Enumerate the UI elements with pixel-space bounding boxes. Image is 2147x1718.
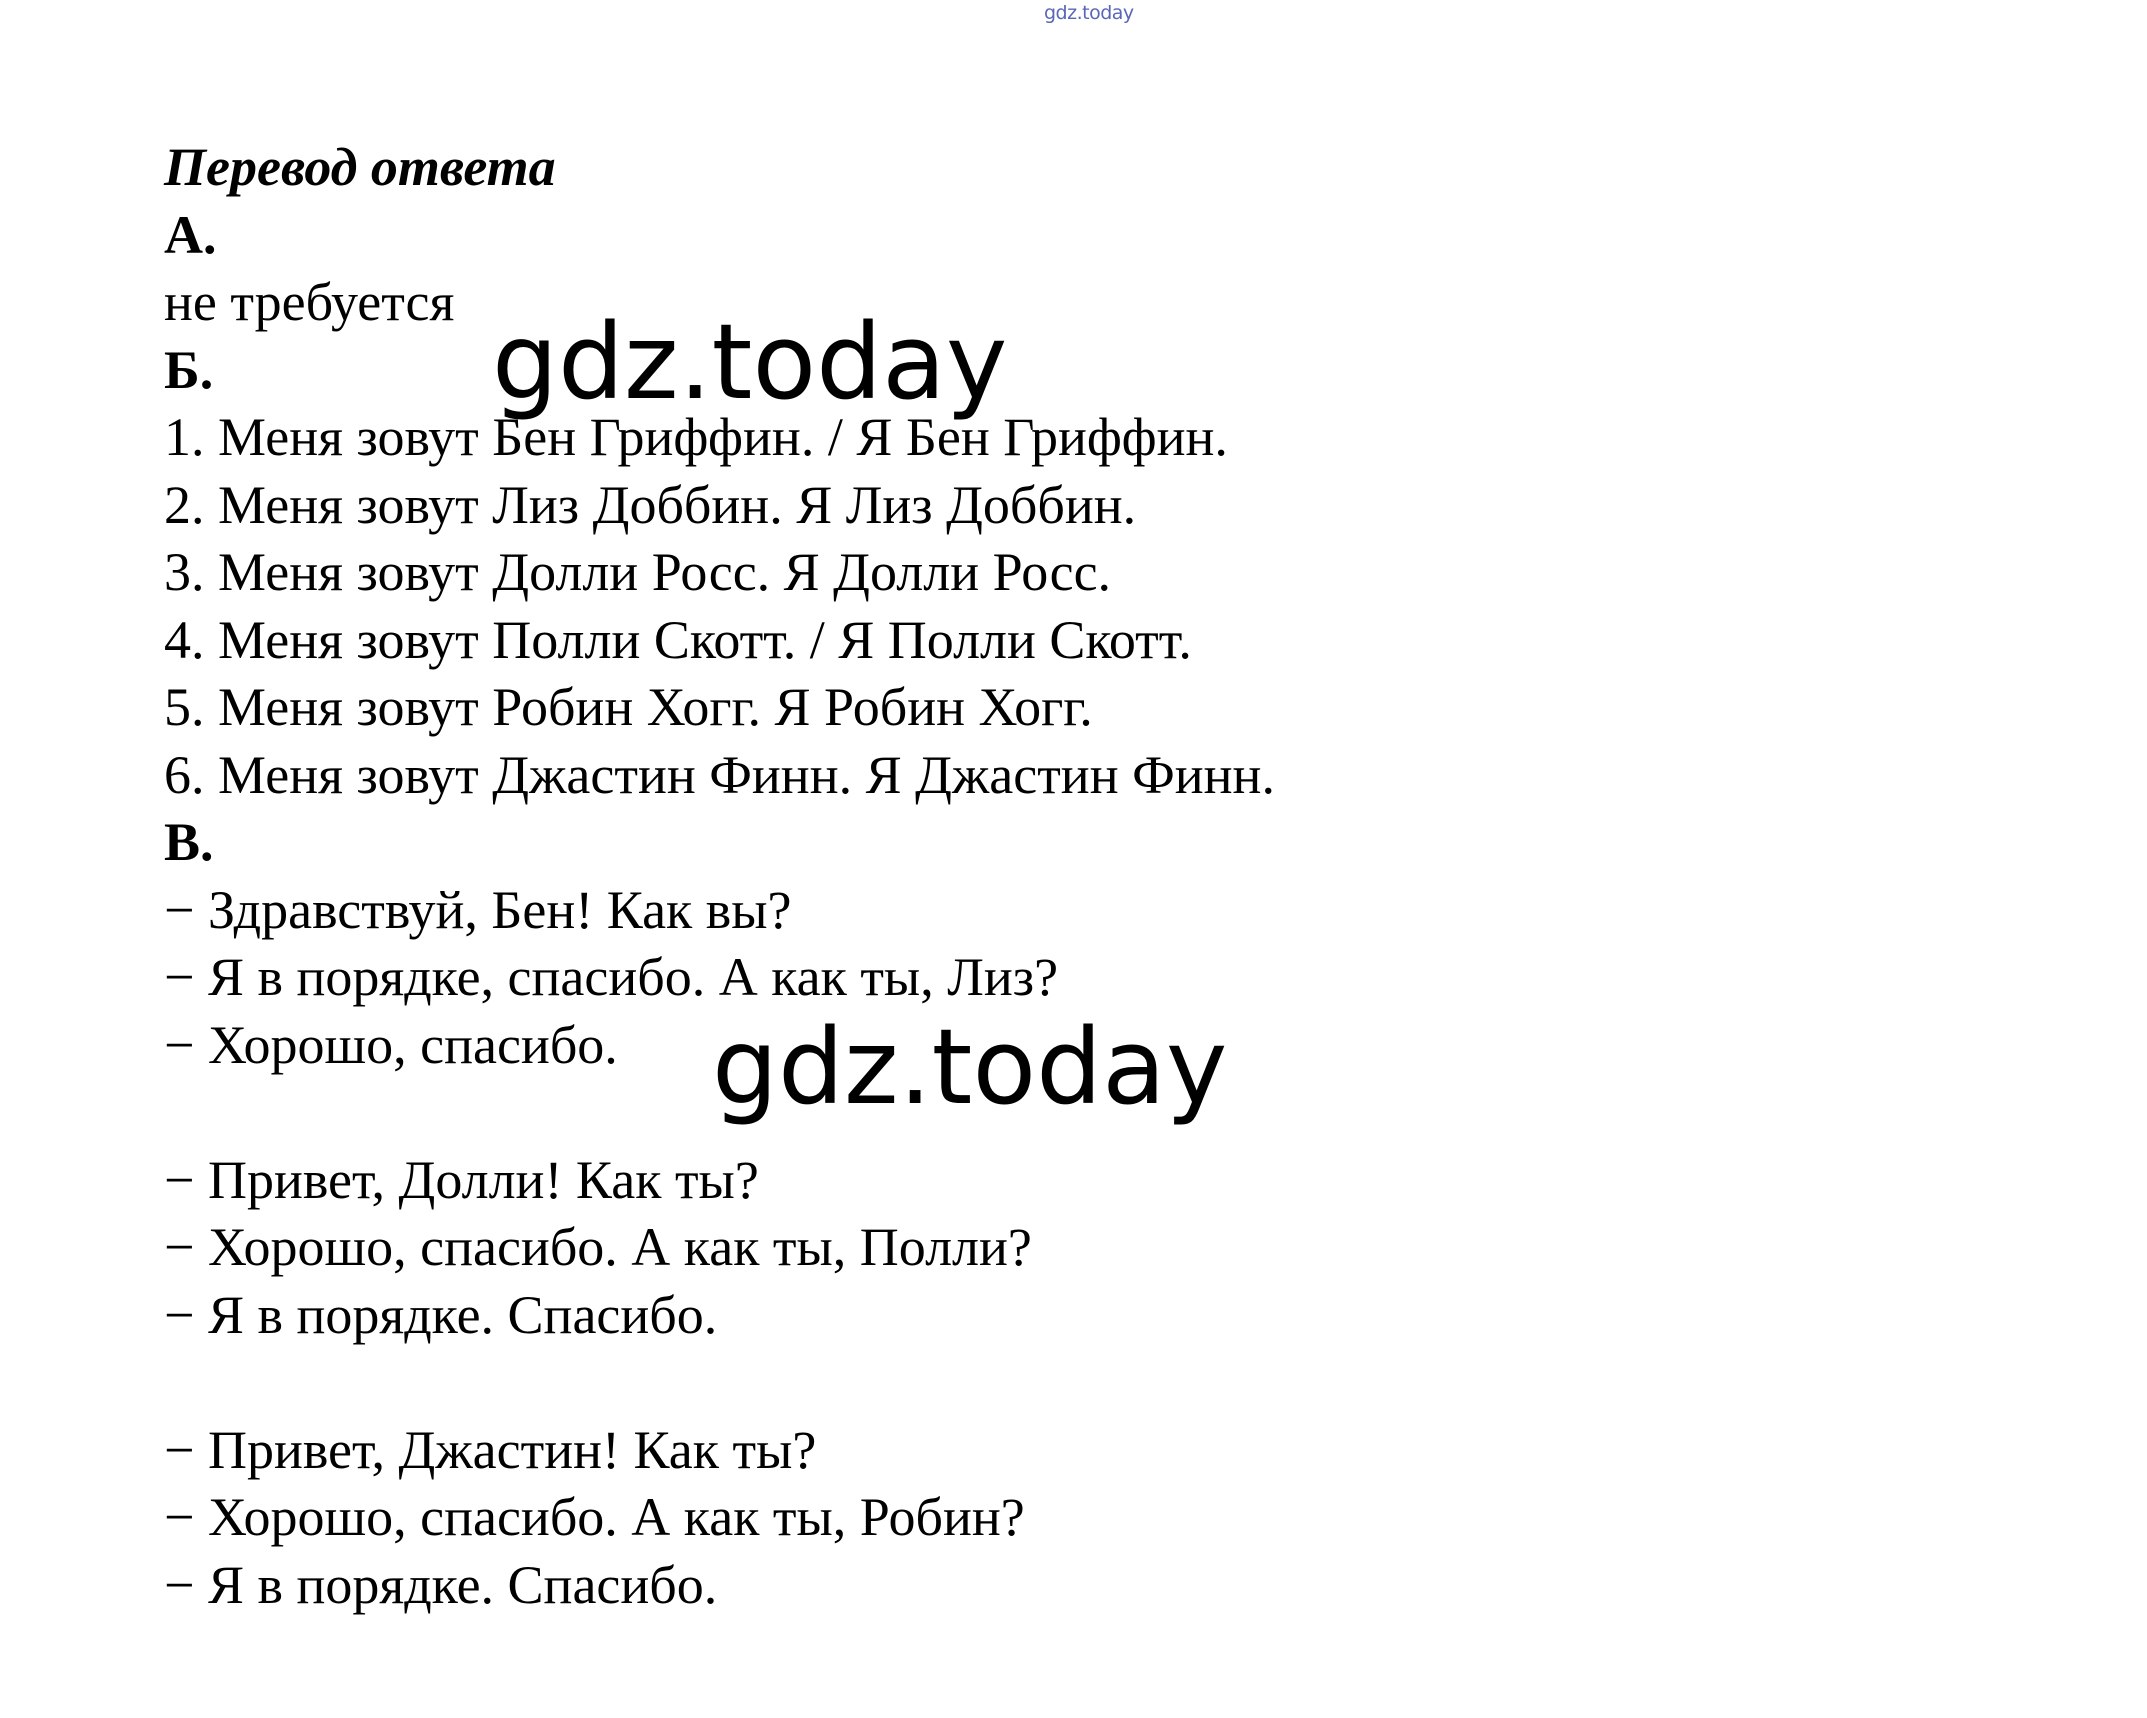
dialogue-1-line-1: − Здравствуй, Бен! Как вы? <box>164 879 792 940</box>
section-b-item-3: 3. Меня зовут Долли Росс. Я Долли Росс. <box>164 542 1112 602</box>
section-b-item-1: 1. Меня зовут Бен Гриффин. / Я Бен Гриффин. <box>164 407 1228 467</box>
dialogue-3-line-3: − Я в порядке. Спасибо. <box>164 1554 718 1615</box>
dialogue-2 <box>164 1147 2064 1350</box>
section-b-label: Б. <box>164 339 214 400</box>
section-a-text: не требуется <box>164 272 455 332</box>
watermark-1: gdz.today <box>492 301 1008 423</box>
section-a-label: А. <box>164 204 217 265</box>
dialogue-3-line-1: − Привет, Джастин! Как ты? <box>164 1419 817 1480</box>
document-title: Перевод ответа <box>164 137 556 197</box>
document-body <box>164 134 2064 1619</box>
section-b-item-2: 2. Меня зовут Лиз Доббин. Я Лиз Доббин. <box>164 474 1137 535</box>
dialogue-3-line-2: − Хорошо, спасибо. А как ты, Робин? <box>164 1487 1025 1547</box>
dialogue-1-line-3: − Хорошо, спасибо. <box>164 1014 618 1075</box>
section-b-item-6: 6. Меня зовут Джастин Финн. Я Джастин Финн. <box>164 744 1275 805</box>
dialogue-1-line-2: − Я в порядке, спасибо. А как ты, Лиз? <box>164 947 1059 1007</box>
section-b-item-5: 5. Меня зовут Робин Хогг. Я Робин Хогг. <box>164 677 1093 737</box>
blank-line <box>164 1349 2064 1417</box>
dialogue-3 <box>164 1417 2064 1620</box>
section-b-item-4: 4. Меня зовут Полли Скотт. / Я Полли Скотт. <box>164 609 1192 670</box>
header-watermark: gdz.today <box>1044 2 1134 24</box>
dialogue-2-line-3: − Я в порядке. Спасибо. <box>164 1284 718 1345</box>
watermark-2: gdz.today <box>712 1006 1228 1128</box>
section-c-label: В. <box>164 812 214 872</box>
dialogue-2-line-1: − Привет, Долли! Как ты? <box>164 1149 759 1210</box>
dialogue-2-line-2: − Хорошо, спасибо. А как ты, Полли? <box>164 1217 1032 1277</box>
